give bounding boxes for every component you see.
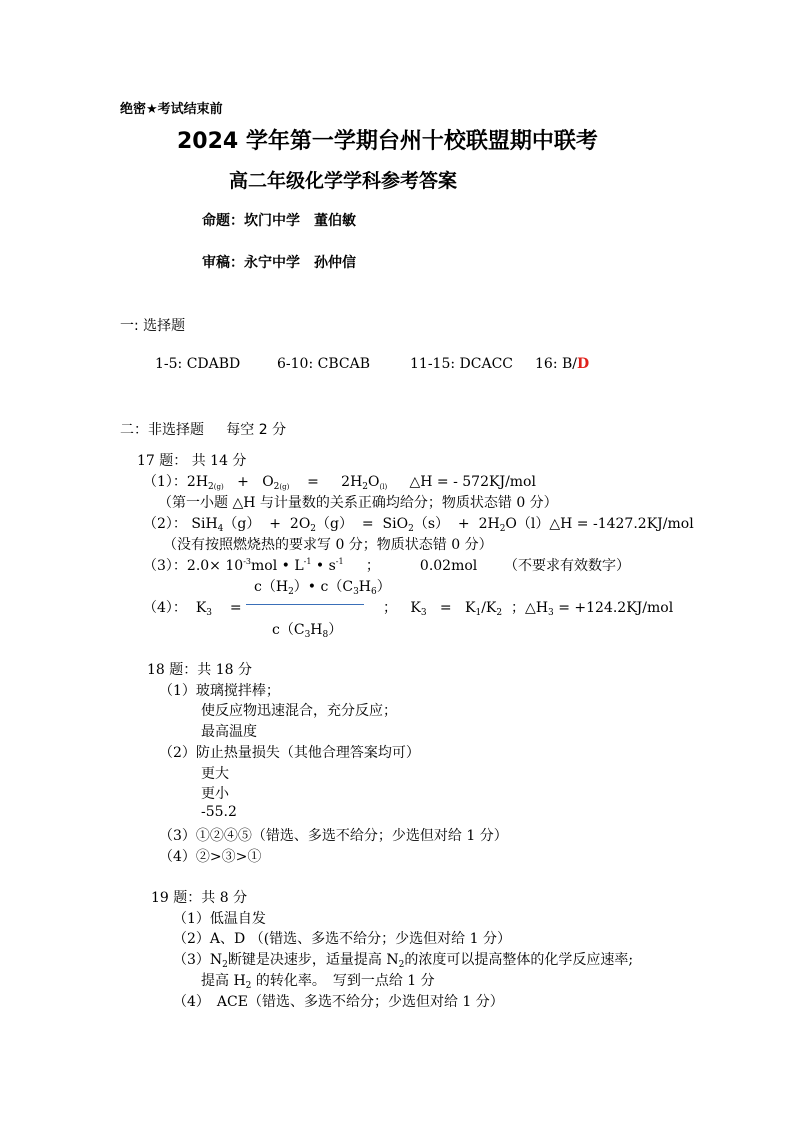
- q19-line: （4） ACE（错选、多选不给分；少选但对给 1 分）: [173, 994, 504, 1010]
- q18-line: 更小: [201, 786, 229, 802]
- answer-value: CDABD: [186, 356, 241, 372]
- answer-value-red: D: [577, 356, 590, 372]
- section1-heading: 一: 选择题: [120, 318, 186, 334]
- answer-range: 11-15:: [410, 356, 456, 372]
- answer-group: [277, 356, 370, 372]
- q17-part2-equation: （2）： $SiH_4(g) + 2O_2(g) = SiO_2(s)$ + $2H_2O(l)\triangle H = -1427.2KJ/mol$: [143, 516, 694, 534]
- q17-part4-rest: ； $K_3$ = $K_1/K_2$ ；$\triangle H_3 = +124.2KJ/mol$: [383, 600, 674, 618]
- score-note: 每空 2 分: [226, 422, 287, 438]
- q17-part4: （4）： $K_3$ =: [143, 600, 242, 618]
- q19-heading: 19 题：共 8 分: [151, 890, 248, 906]
- q18-line: 更大: [201, 766, 229, 782]
- q18-line: （2）防止热量损失（其他合理答案均可）: [159, 745, 420, 761]
- q17-part2-note: （没有按照燃烧热的要求写 0 分；物质状态错 0 分）: [163, 537, 493, 553]
- answer-group: [535, 356, 589, 372]
- answer-range: 6-10:: [277, 356, 314, 372]
- q18-line: （4）②>③>①: [159, 849, 262, 865]
- reviewer-line: 审稿：永宁中学 孙仲信: [202, 255, 356, 271]
- q18-heading: 18 题：共 18 分: [147, 662, 252, 678]
- q19-line: （2）A、D （(错选、多选不给分；少选但对给 1 分）: [173, 931, 511, 947]
- q19-line: 提高 $H_2$ 的转化率。 写到一点给 1 分: [201, 973, 435, 991]
- author-line: 命题：坎门中学 董伯敏: [202, 213, 356, 229]
- q19-line: （1）低温自发: [173, 911, 266, 927]
- q17-part3-value: 0.02mol: [419, 558, 478, 574]
- answer-group: [410, 356, 513, 372]
- answer-group: [155, 356, 240, 372]
- answer-value: DCACC: [459, 356, 514, 372]
- q18-line: 使反应物迅速混合，充分反应；: [201, 703, 397, 719]
- answer-value: CBCAB: [317, 356, 370, 372]
- q18-line: 最高温度: [201, 724, 257, 740]
- section2-heading: 二：非选择题 每空 2 分: [120, 422, 287, 438]
- q18-line: （3）①②④⑤（错选、多选不给分；少选但对给 1 分）: [159, 828, 508, 844]
- q18-line: -55.2: [201, 804, 237, 820]
- answer-value: B/: [561, 356, 577, 372]
- fraction-numerator: $c(H_2)•$ $c(C_3H_6)$: [254, 579, 391, 597]
- page-title: 2024 学年第一学期台州十校联盟期中联考: [177, 129, 598, 154]
- answer-range: 16:: [535, 356, 558, 372]
- page-subtitle: 高二年级化学学科参考答案: [229, 170, 458, 192]
- q18-line: （1）玻璃搅拌棒；: [159, 683, 280, 699]
- fraction-denominator: $c(C_3H_8)$: [272, 622, 343, 640]
- fraction-bar: [246, 604, 364, 605]
- q19-line: $(3)N_2$断键是决速步，适量提高 $N_2$的浓度可以提高整体的化学反应速率;: [173, 952, 634, 970]
- q17-heading: 17 题： 共 14 分: [137, 453, 247, 469]
- secret-label: 绝密★考试结束前: [120, 102, 223, 117]
- q17-part1-note: （第一小题 △H 与计量数的关系正确均给分；物质状态错 0 分）: [158, 495, 558, 511]
- answer-range: 1-5:: [155, 356, 183, 372]
- q17-part3: （3）：$2.0\times 10^{-3}mol$ • $L^{-1}$ • $s^{-1}$ ； 0.02mol （不要求有效数字）: [143, 557, 630, 574]
- q17-part1-equation: （1）：$2H_{2(g)}$ + $O_{2(g)}$ = $2H_2O_{(l)}$ △H = - 572KJ/mol: [143, 474, 536, 492]
